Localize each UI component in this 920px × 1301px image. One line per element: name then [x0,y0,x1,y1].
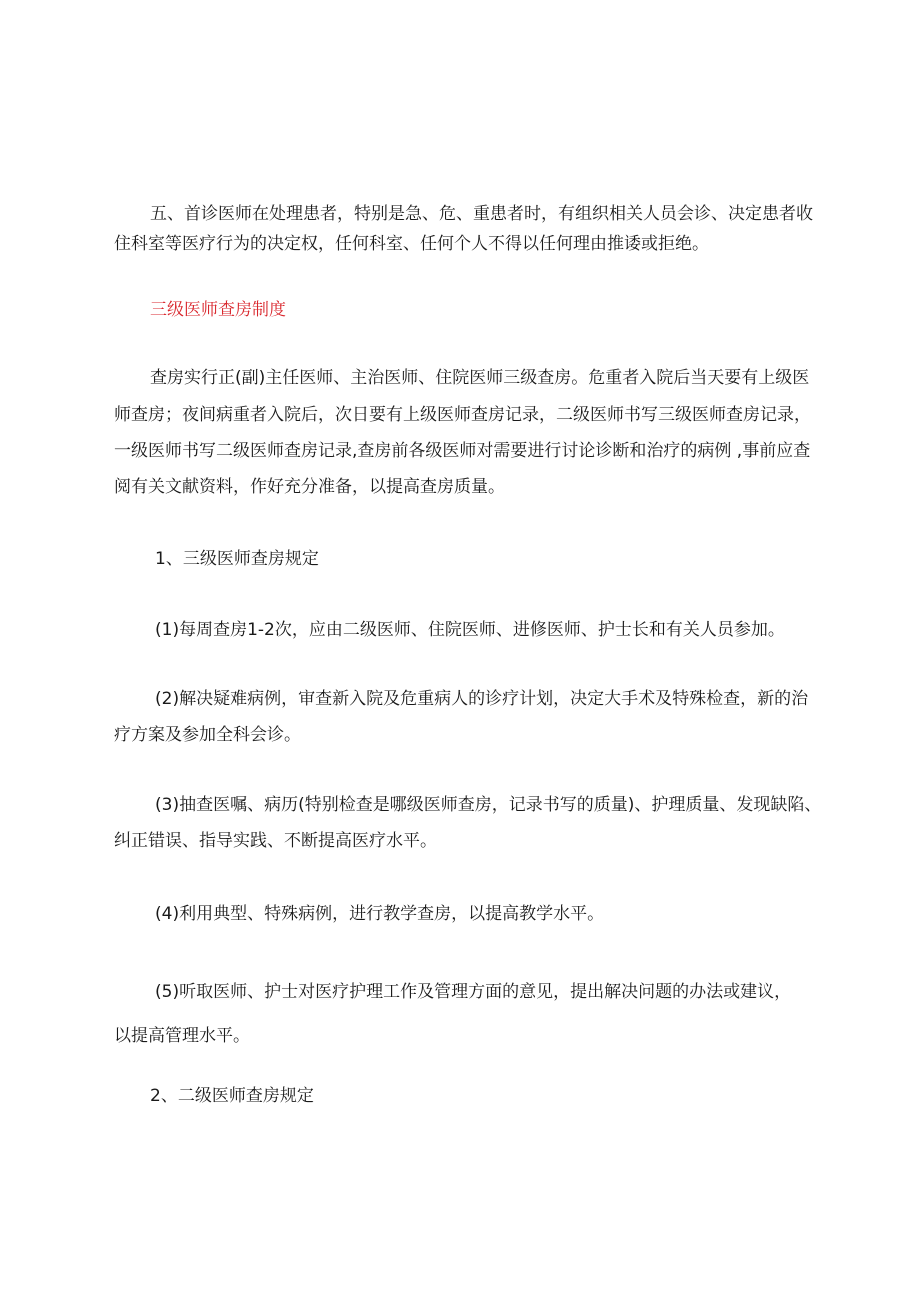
intro-line-2: 师查房；夜间病重者入院后，次日要有上级医师查房记录，二级医师书写三级医师查房记录， [114,405,811,425]
item-3-line-1: (3)抽查医嘱、病历(特别检查是哪级医师查房，记录书写的质量)、护理质量、发现缺陷、 [155,795,822,815]
item-3-line-2: 纠正错误、指导实践、不断提高医疗水平。 [114,831,437,851]
item-5-line-1: (5)听取医师、护士对医疗护理工作及管理方面的意见，提出解决问题的办法或建议， [155,982,792,1002]
item-4-line-1: (4)利用典型、特殊病例，进行教学查房，以提高教学水平。 [155,904,605,924]
item-5-line-2: 以提高管理水平。 [114,1026,250,1046]
paragraph-5-line-2: 住科室等医疗行为的决定权，任何科室、任何个人不得以任何理由推诿或拒绝。 [114,234,709,254]
intro-line-4: 阅有关文献资料，作好充分准备，以提高查房质量。 [114,477,505,497]
item-2-line-2: 疗方案及参加全科会诊。 [114,725,301,745]
paragraph-5-line-1: 五、首诊医师在处理患者，特别是急、危、重患者时，有组织相关人员会诊、决定患者收 [150,204,813,224]
item-1-line-1: (1)每周查房1-2次，应由二级医师、住院医师、进修医师、护士长和有关人员参加。 [155,620,785,640]
section-title: 三级医师查房制度 [150,300,286,320]
subsection-2-title: 2、二级医师查房规定 [150,1086,314,1106]
subsection-1-title: 1、三级医师查房规定 [155,549,319,569]
intro-line-3: 一级医师书写二级医师查房记录,查房前各级医师对需要进行讨论诊断和治疗的病例 ,事前应查 [114,441,811,461]
intro-line-1: 查房实行正(副)主任医师、主治医师、住院医师三级查房。危重者入院后当天要有上级医 [150,368,810,388]
item-2-line-1: (2)解决疑难病例，审查新入院及危重病人的诊疗计划，决定大手术及特殊检查，新的治 [155,689,809,709]
